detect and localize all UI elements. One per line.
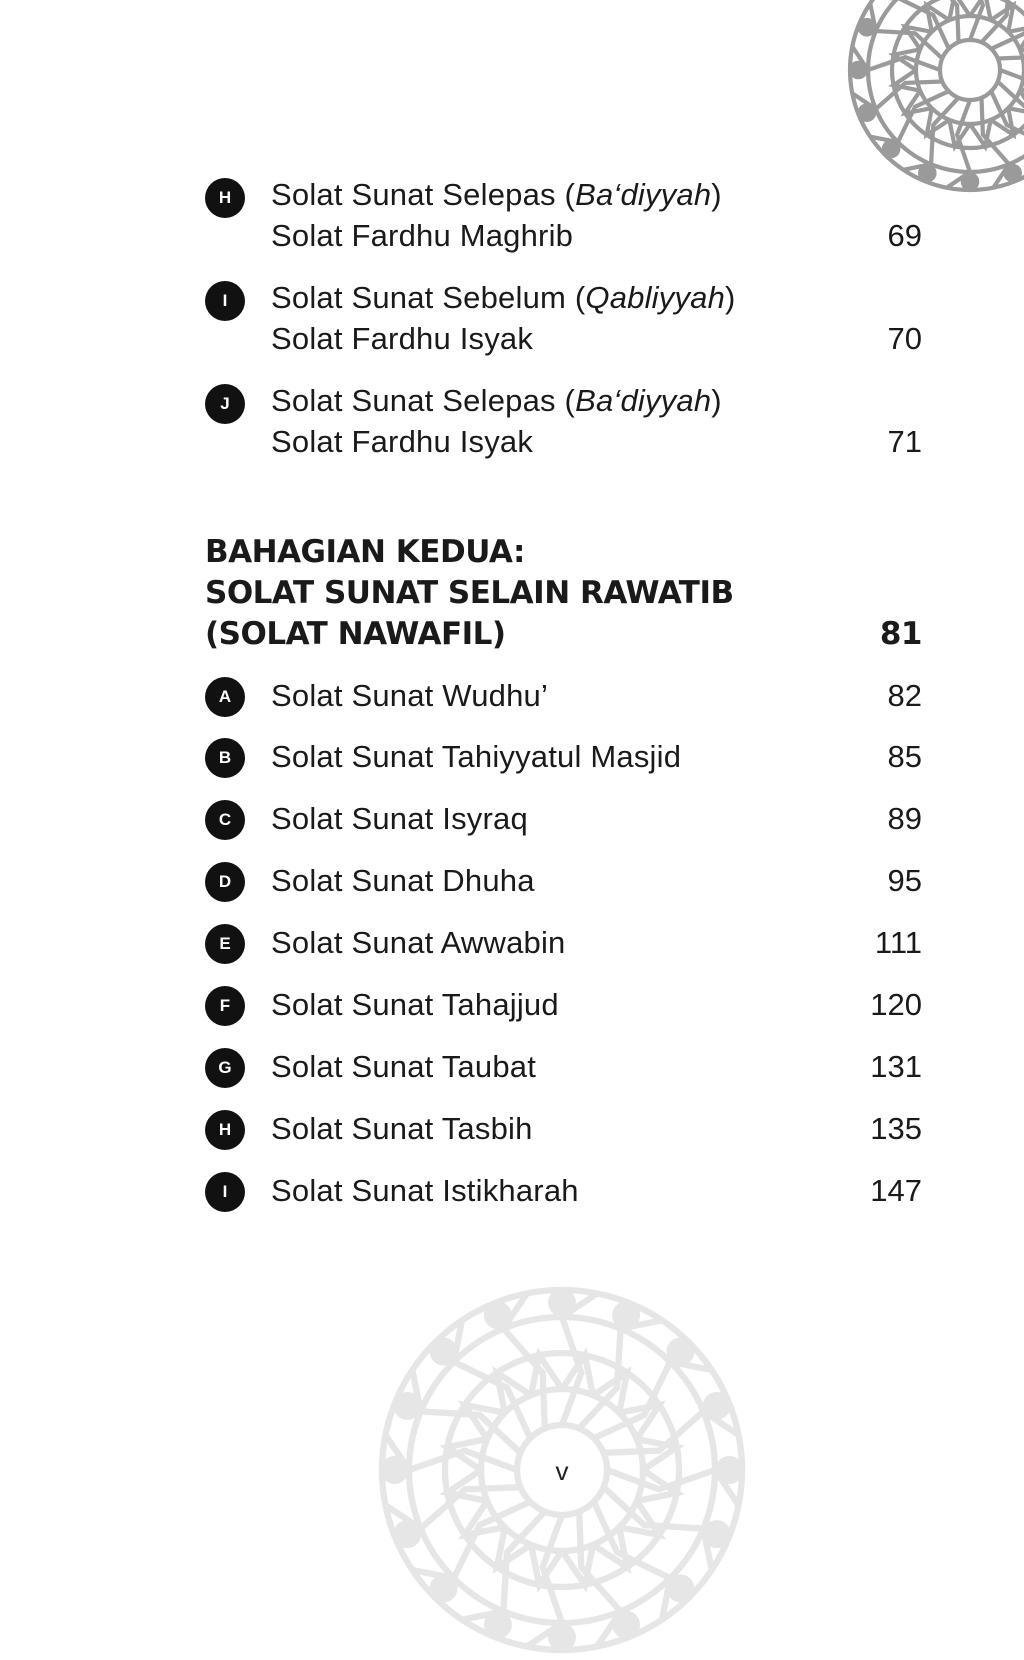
entry-letter-badge: H — [205, 178, 245, 218]
section-heading-line: SOLAT SUNAT SELAIN RAWATIB — [205, 575, 734, 611]
entry-title: Solat Sunat Sebelum (Qabliyyah) Solat Fardhu Isyak — [271, 280, 736, 356]
entry-page-number: 147 — [870, 1173, 922, 1208]
toc-entry[interactable] — [205, 860, 922, 901]
entry-letter-badge: E — [205, 924, 245, 964]
entry-title: Solat Sunat Tasbih — [271, 1111, 533, 1146]
toc-entry[interactable] — [205, 736, 922, 777]
toc-entry[interactable] — [205, 984, 922, 1025]
entry-letter-badge: I — [205, 281, 245, 321]
entry-letter-badge: C — [205, 800, 245, 840]
entry-title: Solat Sunat Selepas (Ba‘diyyah) Solat Fardhu Maghrib — [271, 177, 722, 253]
toc-entry[interactable] — [205, 1108, 922, 1149]
mandala-ornament-top — [840, 0, 1024, 200]
entry-title: Solat Sunat Tahajjud — [271, 987, 559, 1022]
entry-letter-badge: D — [205, 862, 245, 902]
entry-title: Solat Sunat Selepas (Ba‘diyyah) Solat Fardhu Isyak — [271, 383, 722, 459]
entry-page-number: 82 — [887, 678, 922, 713]
entry-page-number: 111 — [874, 925, 922, 960]
toc-entry[interactable] — [205, 174, 922, 256]
entry-letter-badge: J — [205, 384, 245, 424]
entry-title: Solat Sunat Awwabin — [271, 925, 566, 960]
entry-letter-badge: B — [205, 738, 245, 778]
toc-entry[interactable] — [205, 675, 922, 716]
toc-entry[interactable] — [205, 1170, 922, 1211]
entry-page-number: 95 — [887, 863, 922, 898]
entry-letter-badge: A — [205, 677, 245, 717]
entry-title: Solat Sunat Wudhu’ — [271, 678, 549, 713]
section-heading[interactable] — [205, 532, 922, 655]
entry-letter-badge: G — [205, 1048, 245, 1088]
toc-entry[interactable] — [205, 922, 922, 963]
entry-title: Solat Sunat Isyraq — [271, 801, 528, 836]
entry-page-number: 69 — [887, 218, 922, 253]
entry-page-number: 71 — [887, 424, 922, 459]
entry-title: Solat Sunat Istikharah — [271, 1173, 579, 1208]
page-folio: v — [555, 1456, 569, 1486]
entry-letter-badge: F — [205, 986, 245, 1026]
section-heading-line: BAHAGIAN KEDUA: — [205, 534, 525, 570]
toc-entry[interactable] — [205, 277, 922, 359]
entry-page-number: 120 — [870, 987, 922, 1022]
entry-page-number: 135 — [870, 1111, 922, 1146]
toc-entry[interactable] — [205, 380, 922, 462]
entry-title: Solat Sunat Taubat — [271, 1049, 537, 1084]
entry-page-number: 85 — [887, 739, 922, 774]
entry-letter-badge: I — [205, 1172, 245, 1212]
toc-entry[interactable] — [205, 1046, 922, 1087]
entry-page-number: 131 — [870, 1049, 922, 1084]
entry-title: Solat Sunat Dhuha — [271, 863, 535, 898]
entry-page-number: 70 — [887, 321, 922, 356]
section-page-number: 81 — [879, 616, 922, 652]
toc-entry[interactable] — [205, 798, 922, 839]
entry-page-number: 89 — [887, 801, 922, 836]
entry-letter-badge: H — [205, 1110, 245, 1150]
section-heading-line: (SOLAT NAWAFIL) — [205, 616, 506, 652]
entry-title: Solat Sunat Tahiyyatul Masjid — [271, 739, 682, 774]
